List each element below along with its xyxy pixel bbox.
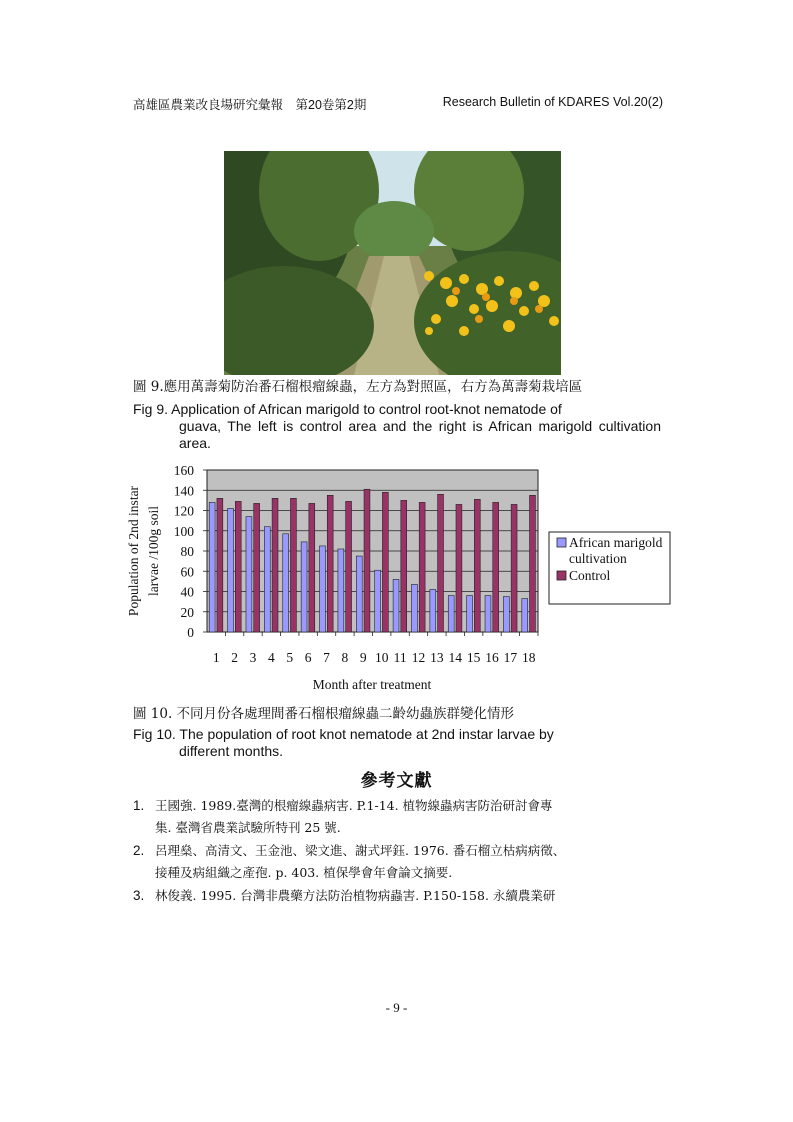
bar-control xyxy=(254,503,260,632)
y-tick-label: 140 xyxy=(173,483,194,499)
x-tick-label: 14 xyxy=(448,650,462,665)
y-tick-label: 60 xyxy=(180,564,194,580)
fig9-caption-en-line2: guava, The left is control area and the right is African marigold cultivation area. xyxy=(179,418,661,451)
x-tick-label: 2 xyxy=(231,650,238,665)
bar-marigold xyxy=(356,556,362,632)
x-tick-label: 11 xyxy=(393,650,407,665)
journal-title-en: Research Bulletin of KDARES Vol.20(2) xyxy=(442,95,663,109)
reference-text-line2: 集. 臺灣省農業試驗所特刊 25 號. xyxy=(155,820,341,835)
bar-marigold xyxy=(411,584,417,632)
bar-marigold xyxy=(448,596,454,632)
fig9-caption-en-line1: Fig 9. Application of African marigold to control root-knot nematode of xyxy=(133,401,562,417)
x-tick-label: 18 xyxy=(522,650,536,665)
legend-swatch-control xyxy=(557,571,566,580)
x-tick-label: 15 xyxy=(466,650,481,665)
x-tick-label: 4 xyxy=(267,650,275,665)
x-tick-label: 13 xyxy=(430,650,444,665)
bar-control xyxy=(493,502,499,632)
bar-marigold xyxy=(209,502,215,632)
bar-control xyxy=(474,499,480,632)
bar-control xyxy=(438,494,444,632)
references-heading: 參考文獻 xyxy=(360,771,433,791)
legend-label-marigold-line2: cultivation xyxy=(569,551,627,566)
bar-marigold xyxy=(522,599,528,632)
fig9-caption-zh: 圖 9.應用萬壽菊防治番石榴根瘤線蟲，左方為對照區，右方為萬壽菊栽培區 xyxy=(133,379,583,395)
x-tick-label: 8 xyxy=(341,650,349,665)
reference-number: 1. xyxy=(133,798,145,813)
legend-label-control: Control xyxy=(569,568,611,583)
reference-item xyxy=(133,795,663,839)
bar-control xyxy=(272,498,278,632)
legend xyxy=(549,532,670,604)
running-header xyxy=(133,95,663,113)
y-tick-label: 20 xyxy=(180,604,194,620)
legend-label-marigold-line1: African marigold xyxy=(569,535,663,550)
reference-number: 2. xyxy=(133,843,145,858)
x-tick-label: 10 xyxy=(374,650,389,665)
legend-swatch-marigold xyxy=(557,538,566,547)
y-axis-label-line1: Population of 2nd instar xyxy=(126,485,141,617)
fig10-caption-zh: 圖 10. 不同月份各處理間番石榴根瘤線蟲二齡幼蟲族群變化情形 xyxy=(133,706,515,722)
y-tick-label: 80 xyxy=(180,544,194,559)
guava-orchard-photo xyxy=(224,151,561,375)
bar-control xyxy=(309,503,315,632)
y-tick-label: 0 xyxy=(187,625,194,640)
bar-marigold xyxy=(320,546,326,632)
bar-control xyxy=(419,502,425,632)
bar-marigold xyxy=(301,542,307,632)
x-tick-label: 5 xyxy=(286,650,294,665)
bar-marigold xyxy=(338,549,344,632)
bar-control xyxy=(456,504,462,632)
reference-text-line1: 林俊義. 1995. 台灣非農藥方法防治植物病蟲害. P.150-158. 永續農業研 xyxy=(155,888,556,903)
bar-marigold xyxy=(283,534,289,632)
reference-number: 3. xyxy=(133,888,145,903)
bar-marigold xyxy=(228,508,234,632)
journal-title-zh: 高雄區農業改良場研究彙報 第20卷第2期 xyxy=(133,98,367,112)
fig10-caption-en-line1: Fig 10. The population of root knot nematode at 2nd instar larvae by xyxy=(133,726,554,742)
x-tick-label: 17 xyxy=(503,650,518,665)
bar-marigold xyxy=(485,596,491,632)
x-tick-label: 3 xyxy=(249,650,257,665)
bar-control xyxy=(290,498,296,632)
y-tick-label: 40 xyxy=(180,584,194,600)
reference-text-line2: 接種及病組織之產孢. p. 403. 植保學會年會論文摘要. xyxy=(155,865,453,880)
bar-control xyxy=(217,498,223,632)
bar-control xyxy=(346,501,352,632)
bar-control xyxy=(511,504,517,632)
x-tick-label: 7 xyxy=(323,650,330,665)
x-tick-label: 9 xyxy=(359,650,367,665)
bar-control xyxy=(327,495,333,632)
page-number: - 9 - xyxy=(385,1000,408,1015)
bar-marigold xyxy=(264,527,270,632)
bar-control xyxy=(401,500,407,632)
fig10-caption-en-line2: different months. xyxy=(179,743,284,759)
bar-control xyxy=(235,501,241,632)
bar-marigold xyxy=(375,570,381,632)
reference-item xyxy=(133,840,663,884)
nematode-population-chart xyxy=(120,462,680,697)
y-tick-label: 160 xyxy=(173,463,194,478)
x-tick-label: 1 xyxy=(212,650,220,665)
y-tick-label: 100 xyxy=(173,523,194,539)
bar-marigold xyxy=(393,579,399,632)
bar-control xyxy=(382,492,388,632)
fig10-caption-en xyxy=(133,726,661,760)
y-tick-label: 120 xyxy=(173,503,194,519)
x-axis-label: Month after treatment xyxy=(312,677,432,692)
x-tick-label: 6 xyxy=(304,650,312,665)
reference-text-line1: 呂理燊、高清文、王金池、梁文進、謝式坪鈺. 1976. 番石榴立枯病病徵、 xyxy=(155,843,566,858)
fig9-caption-en xyxy=(133,401,661,452)
x-tick-label: 16 xyxy=(485,650,499,665)
bar-marigold xyxy=(467,596,473,632)
bar-control xyxy=(364,489,370,632)
bar-control xyxy=(530,495,536,632)
bar-marigold xyxy=(430,589,436,632)
bar-marigold xyxy=(246,517,252,632)
reference-text-line1: 王國強. 1989.臺灣的根瘤線蟲病害. P.1-14. 植物線蟲病害防治研討會專 xyxy=(155,798,553,813)
y-axis-label-line2: larvae /100g soil xyxy=(146,506,161,596)
x-tick-label: 12 xyxy=(411,650,426,665)
bar-marigold xyxy=(503,597,509,632)
reference-item xyxy=(133,885,663,907)
